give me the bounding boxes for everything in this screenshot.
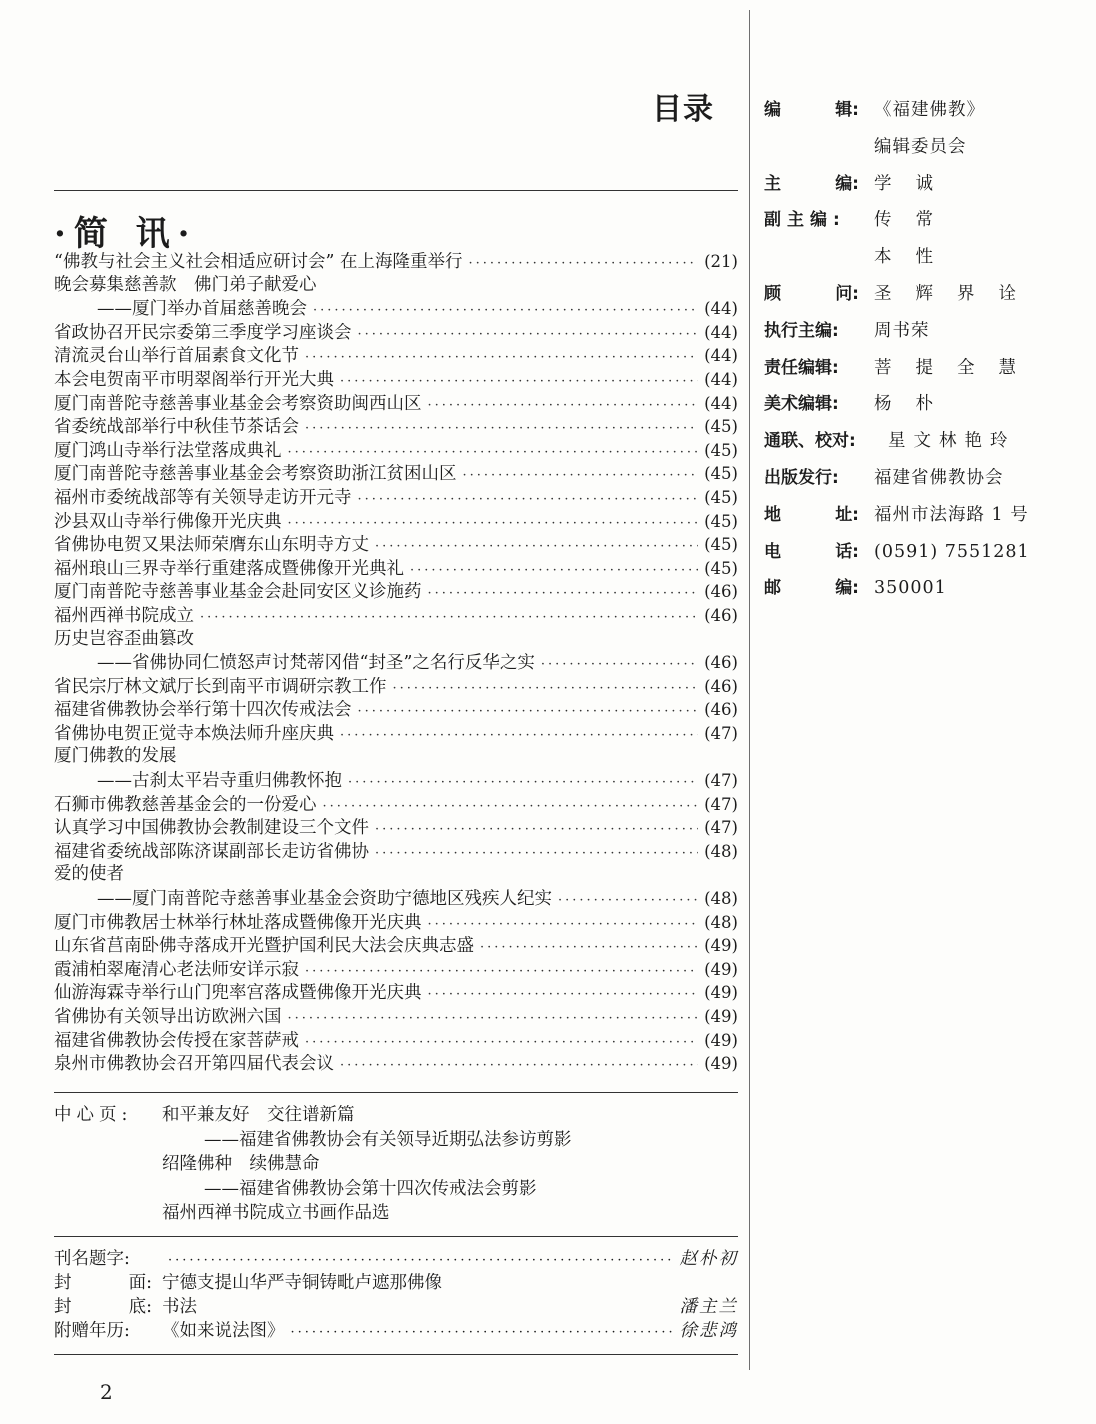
toc-entry-title: 福州西禅书院成立 — [54, 605, 194, 626]
toc-entry — [54, 392, 738, 416]
toc-entry — [54, 1005, 738, 1029]
leader-dots — [305, 346, 698, 368]
art-editor-label: 美术编辑: — [764, 394, 839, 415]
toc-entry-title: “佛教与社会主义社会相适应研讨会” 在上海隆重举行 — [54, 252, 463, 272]
toc-entry-page: (45) — [704, 487, 738, 507]
toc-entry — [54, 486, 738, 510]
toc-entry — [54, 274, 738, 298]
toc-entry-title: 福建省佛教协会举行第十四次传戒法会 — [54, 700, 352, 721]
toc-entry-page: (21) — [704, 252, 738, 271]
toc-entry-page: (46) — [704, 676, 738, 696]
center-page-line: 和平兼友好 交往谱新篇 — [162, 1105, 355, 1125]
leader-dots — [200, 606, 698, 628]
postcode-label: 邮 编: — [764, 578, 859, 599]
liaison-label: 通联、校对: — [764, 431, 856, 452]
toc-entry-page: (48) — [704, 912, 738, 932]
toc-entry — [54, 297, 738, 321]
leader-dots — [340, 724, 698, 746]
toc-entry-page: (49) — [704, 1054, 738, 1074]
toc-entry-title: 认真学习中国佛教协会教制建设三个文件 — [54, 818, 369, 839]
leader-dots — [348, 771, 698, 793]
leader-dots — [358, 488, 699, 510]
postcode-value: 350001 — [874, 578, 947, 599]
deputy-editor-label: 副主编: — [764, 210, 846, 231]
leader-dots — [463, 464, 699, 486]
toc-entry — [54, 580, 738, 604]
leader-dots — [305, 1031, 698, 1053]
leader-dots — [305, 960, 698, 982]
toc-entry — [54, 250, 738, 274]
editor-label: 编 辑: — [764, 100, 859, 120]
toc-entry — [54, 745, 738, 769]
toc-entry — [54, 1052, 738, 1076]
leader-dots — [288, 512, 699, 534]
toc-entry-page: (46) — [704, 582, 738, 602]
center-page-line: 绍隆佛种 续佛慧命 — [162, 1154, 320, 1174]
toc-entry-page: (46) — [704, 605, 738, 625]
toc-entry-page: (45) — [704, 558, 738, 578]
center-rule — [54, 1236, 738, 1237]
toc-entry-page: (45) — [704, 417, 738, 437]
leader-dots — [340, 370, 698, 392]
toc-entry-title: ——省佛协同仁愤怒声讨梵蒂冈借“封圣”之名行反华之实 — [97, 653, 535, 674]
toc-entry-page: (47) — [704, 818, 738, 838]
toc-entry-title: 石狮市佛教慈善基金会的一份爱心 — [54, 794, 317, 815]
center-page-line: 福州西禅书院成立书画作品选 — [162, 1203, 390, 1223]
back-text: 书法 — [162, 1297, 197, 1317]
editor-value: 编辑委员会 — [874, 136, 967, 157]
toc-entry-page: (49) — [704, 1030, 738, 1050]
title-calligraphy-label: 刊名题字: — [54, 1249, 130, 1269]
toc-entry-page: (47) — [704, 794, 738, 814]
bottom-rule — [54, 1354, 738, 1355]
leader-dots — [428, 394, 699, 416]
toc-entry-page: (49) — [704, 936, 738, 956]
toc-entry-page: (45) — [704, 511, 738, 531]
toc-entry — [54, 368, 738, 392]
toc-entry-page: (46) — [704, 653, 738, 673]
toc-entry-page: (45) — [704, 464, 738, 484]
deputy-editor-value: 传常 — [874, 210, 957, 231]
liaison-value: 星文林艳玲 — [888, 431, 1016, 452]
advisor-value: 圣辉界诠 — [874, 283, 1040, 304]
toc-entry-title: ——厦门南普陀寺慈善事业基金会资助宁德地区残疾人纪实 — [97, 889, 552, 910]
center-page-block — [54, 1103, 738, 1226]
editor-value: 《福建佛教》 — [874, 100, 985, 120]
toc-entry-title: 省政协召开民宗委第三季度学习座谈会 — [54, 322, 352, 343]
chief-editor-value: 学诚 — [874, 173, 957, 194]
toc-entry-title: 省佛协电贺又果法师荣膺东山东明寺方丈 — [54, 535, 369, 556]
leader-dots — [288, 1007, 699, 1029]
chief-editor-label: 主 编: — [764, 173, 859, 194]
toc-entry-title: 仙游海霖寺举行山门兜率宫落成暨佛像开光庆典 — [54, 983, 422, 1004]
toc-entry — [54, 628, 738, 652]
toc-entry — [54, 769, 738, 793]
toc-entry-title: 霞浦柏翠庵清心老法师安详示寂 — [54, 959, 299, 980]
toc-entry — [54, 321, 738, 345]
title-rule — [54, 190, 738, 191]
exec-editor-label: 执行主编: — [764, 320, 839, 341]
toc-entry — [54, 651, 738, 675]
phone-label: 电 话: — [764, 541, 859, 562]
toc-entry-page: (44) — [704, 393, 738, 413]
address-value: 福州市法海路 1 号 — [874, 504, 1029, 525]
leader-dots — [428, 582, 699, 604]
toc-entry-page: (49) — [704, 983, 738, 1003]
toc-entry-title: 厦门南普陀寺慈善事业基金会考察资助浙江贫困山区 — [54, 464, 457, 485]
leader-dots — [313, 299, 698, 321]
toc-entry — [54, 698, 738, 722]
title-calligraphy-name: 赵朴初 — [679, 1249, 738, 1269]
calendar-name: 徐悲鸿 — [679, 1321, 738, 1341]
center-page-label: 中心页: — [54, 1105, 133, 1125]
toc-entry-title: 省佛协有关领导出访欧洲六国 — [54, 1007, 282, 1027]
leader-dots — [480, 936, 698, 958]
toc-entry — [54, 510, 738, 534]
toc-entry-title: 福建省佛教协会传授在家菩萨戒 — [54, 1030, 299, 1051]
publisher-label: 出版发行: — [764, 467, 839, 488]
exec-editor-value: 周书荣 — [874, 320, 930, 341]
masthead — [764, 92, 1084, 607]
toc-entry — [54, 793, 738, 817]
leader-dots — [428, 913, 699, 935]
toc-entry — [54, 1029, 738, 1053]
toc-entry-title: 泉州市佛教协会召开第四届代表会议 — [54, 1054, 334, 1075]
publisher-value: 福建省佛教协会 — [874, 467, 1004, 488]
toc-entry — [54, 344, 738, 368]
toc-entry-title: 省佛协电贺正觉寺本焕法师升座庆典 — [54, 723, 334, 744]
toc-entry — [54, 840, 738, 864]
calendar-text: 《如来说法图》 — [162, 1321, 285, 1341]
leader-dots — [410, 559, 698, 581]
toc-entry-page: (47) — [704, 723, 738, 743]
leader-dots — [468, 252, 698, 274]
table-of-contents — [54, 250, 738, 1076]
toc-entry — [54, 934, 738, 958]
leader-dots — [375, 818, 698, 840]
toc-entry-title: 厦门南普陀寺慈善事业基金会赴同安区义诊施药 — [54, 582, 422, 603]
toc-entry-title: 爱的使者 — [54, 864, 124, 885]
toc-entry — [54, 675, 738, 699]
leader-dots — [375, 535, 698, 557]
toc-entry-title: 福州市委统战部等有关领导走访开元寺 — [54, 487, 352, 508]
toc-entry-page: (44) — [704, 346, 738, 366]
toc-entry-title: 省委统战部举行中秋佳节茶话会 — [54, 417, 299, 438]
leader-dots — [358, 323, 699, 345]
toc-entry-page: (44) — [704, 299, 738, 319]
toc-entry-title: ——古刹太平岩寺重归佛教怀抱 — [97, 771, 342, 792]
toc-entry-title: 福州琅山三界寺举行重建落成暨佛像开光典礼 — [54, 558, 404, 579]
toc-entry-page: (44) — [704, 322, 738, 342]
section-title: ·简 讯· — [54, 214, 198, 254]
cover-text: 宁德支提山华严寺铜铸毗卢遮那佛像 — [162, 1273, 442, 1293]
leader-dots — [541, 653, 698, 675]
toc-entry-title: 省民宗厅林文斌厅长到南平市调研宗教工作 — [54, 676, 387, 697]
leader-dots — [393, 677, 699, 699]
toc-entry — [54, 958, 738, 982]
leader-dots — [558, 889, 698, 911]
toc-entry — [54, 533, 738, 557]
toc-entry-page: (45) — [704, 440, 738, 460]
leader-dots — [291, 1321, 674, 1345]
toc-entry — [54, 439, 738, 463]
back-name: 潘主兰 — [679, 1297, 738, 1317]
toc-entry-page: (44) — [704, 369, 738, 389]
center-page-line: ——福建省佛教协会第十四次传戒法会剪影 — [204, 1178, 537, 1199]
toc-entry-title: ——厦门举办首届慈善晚会 — [97, 299, 307, 320]
leader-dots — [375, 842, 698, 864]
toc-entry-title: 厦门市佛教居士林举行林址落成暨佛像开光庆典 — [54, 912, 422, 933]
toc-entry-page: (46) — [704, 700, 738, 720]
toc-entry-title: 厦门佛教的发展 — [54, 746, 177, 767]
toc-entry-title: 厦门鸿山寺举行法堂落成典礼 — [54, 440, 282, 461]
advisor-label: 顾 问: — [764, 283, 859, 304]
deputy-editor-value: 本性 — [874, 247, 957, 268]
toc-entry-title: 山东省莒南卧佛寺落成开光暨护国利民大法会庆典志盛 — [54, 936, 474, 957]
toc-entry-title: 本会电贺南平市明翠阁举行开光大典 — [54, 369, 334, 390]
page-title: 目录 — [652, 92, 714, 127]
toc-entry-page: (48) — [704, 841, 738, 861]
toc-rule — [54, 1092, 738, 1093]
leader-dots — [358, 700, 699, 722]
toc-entry — [54, 887, 738, 911]
toc-entry-page: (47) — [704, 771, 738, 791]
calendar-label: 附赠年历: — [54, 1321, 130, 1341]
toc-entry — [54, 863, 738, 887]
toc-entry-title: 晚会募集慈善款 佛门弟子献爱心 — [54, 274, 317, 295]
page-number: 2 — [100, 1380, 113, 1404]
toc-entry-page: (49) — [704, 1007, 738, 1026]
toc-entry — [54, 415, 738, 439]
toc-entry-title: 沙县双山寺举行佛像开光庆典 — [54, 511, 282, 532]
toc-entry — [54, 981, 738, 1005]
column-divider — [749, 10, 750, 1370]
leader-dots — [288, 441, 699, 463]
toc-entry-title: 厦门南普陀寺慈善事业基金会考察资助闽西山区 — [54, 393, 422, 414]
duty-editor-value: 菩提全慧 — [874, 357, 1040, 378]
toc-entry — [54, 557, 738, 581]
back-label: 封 底: — [54, 1297, 152, 1317]
leader-dots — [168, 1249, 674, 1273]
toc-entry — [54, 816, 738, 840]
toc-entry-title: 历史岂容歪曲篡改 — [54, 628, 194, 649]
leader-dots — [305, 417, 698, 439]
center-page-line: ——福建省佛教协会有关领导近期弘法参访剪影 — [204, 1129, 572, 1150]
art-editor-value: 杨朴 — [874, 394, 957, 415]
toc-entry — [54, 722, 738, 746]
credits-block — [54, 1247, 738, 1343]
toc-entry — [54, 911, 738, 935]
toc-entry — [54, 462, 738, 486]
leader-dots — [428, 983, 699, 1005]
cover-label: 封 面: — [54, 1273, 152, 1293]
toc-entry-page: (49) — [704, 959, 738, 979]
toc-entry-page: (45) — [704, 535, 738, 555]
phone-value: (0591) 7551281 — [874, 541, 1030, 562]
leader-dots — [340, 1054, 698, 1076]
toc-entry-title: 清流灵台山举行首届素食文化节 — [54, 346, 299, 367]
address-label: 地 址: — [764, 504, 859, 525]
toc-entry-title: 福建省委统战部陈济谋副部长走访省佛协 — [54, 841, 369, 862]
leader-dots — [323, 795, 699, 817]
toc-entry — [54, 604, 738, 628]
duty-editor-label: 责任编辑: — [764, 357, 839, 378]
toc-entry-page: (48) — [704, 889, 738, 909]
